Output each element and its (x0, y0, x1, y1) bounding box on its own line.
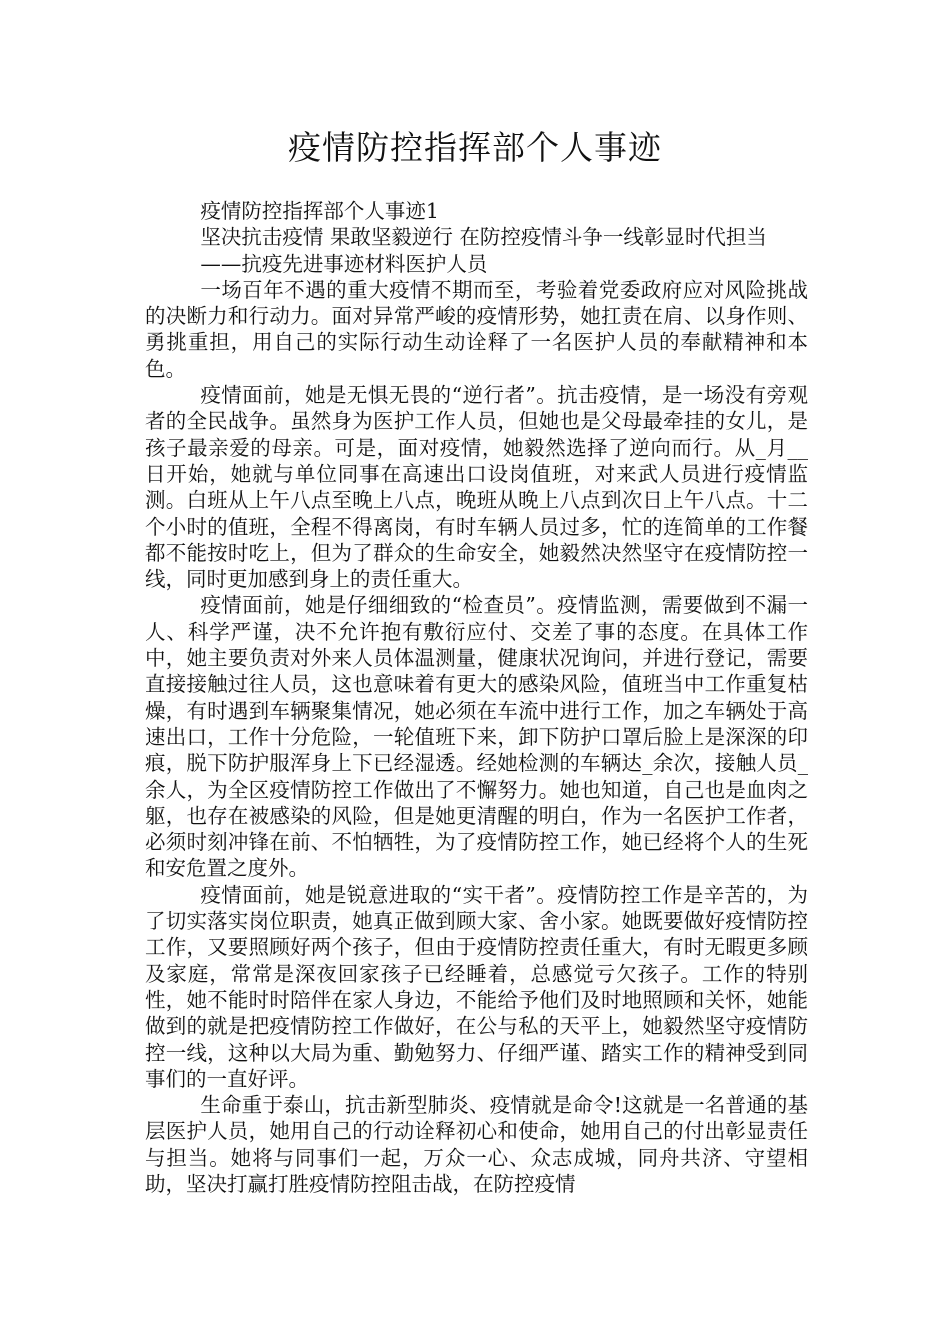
body-paragraph: 疫情面前，她是仔细细致的“检查员”。疫情监测，需要做到不漏一人、科学严谨，决不允许抱有敷衍应付、交差了事的态度。在具体工作中，她主要负责对外来人员体温测量，健康状况询问，并进行登记，需要直接接触过往人员，这也意味着有更大的感染风险，值班当中工作重复枯燥，有时遇到车辆聚集情况，她必须在车流中进行工作，加之车辆处于高速出口，工作十分危险，一轮值班下来，卸下防护口罩后脸上是深深的印痕，脱下防护服浑身上下已经湿透。经她检测的车辆达_余次，接触人员_余人，为全区疫情防控工作做出了不懈努力。她也知道，自己也是血肉之躯，也存在被感染的风险，但是她更清醒的明白，作为一名医护工作者，必须时刻冲锋在前、不怕牺牲，为了疫情防控工作，她已经将个人的生死和安危置之度外。 (145, 593, 808, 881)
headline-paragraph: 坚决抗击疫情 果敢坚毅逆行 在防控疫情斗争一线彰显时代担当 (200, 225, 767, 250)
subtitle-paragraph: 疫情防控指挥部个人事迹1 (200, 199, 439, 223)
document-title: 疫情防控指挥部个人事迹 (288, 128, 662, 167)
body-paragraph: 疫情面前，她是无惧无畏的“逆行者”。抗击疫情，是一场没有旁观者的全民战争。虽然身为医护工作人员，但她也是父母最牵挂的女儿，是孩子最亲爱的母亲。可是，面对疫情，她毅然选择了逆向而行。从_月__日开始，她就与单位同事在高速出口设岗值班，对来武人员进行疫情监测。白班从上午八点至晚上八点，晚班从晚上八点到次日上午八点。十二个小时的值班，全程不得离岗，有时车辆人员过多，忙的连简单的工作餐都不能按时吃上，但为了群众的生命安全，她毅然决然坚守在疫情防控一线，同时更加感到身上的责任重大。 (145, 383, 808, 592)
body-paragraph: 生命重于泰山，抗击新型肺炎、疫情就是命令!这就是一名普通的基层医护人员，她用自己的行动诠释初心和使命，她用自己的付出彰显责任与担当。她将与同事们一起，万众一心、众志成城，同舟共济、守望相助，坚决打赢打胜疫情防控阻击战，在防控疫情 (145, 1093, 808, 1196)
body-paragraph: 疫情面前，她是锐意进取的“实干者”。疫情防控工作是辛苦的，为了切实落实岗位职责，她真正做到顾大家、舍小家。她既要做好疫情防控工作，又要照顾好两个孩子，但由于疫情防控责任重大，有时无暇更多顾及家庭，常常是深夜回家孩子已经睡着，总感觉亏欠孩子。工作的特别性，她不能时时陪伴在家人身边，不能给予他们及时地照顾和关怀，她能做到的就是把疫情防控工作做好，在公与私的天平上，她毅然坚守疫情防控一线，这种以大局为重、勤勉努力、仔细严谨、踏实工作的精神受到同事们的一直好评。 (145, 882, 808, 1091)
byline-paragraph: ——抗疫先进事迹材料医护人员 (200, 251, 488, 276)
body-paragraph: 一场百年不遇的重大疫情不期而至，考验着党委政府应对风险挑战的决断力和行动力。面对异常严峻的疫情形势，她扛责在肩、以身作则、勇挑重担，用自己的实际行动生动诠释了一名医护人员的奉献精神和本色。 (145, 277, 808, 381)
document-body (145, 198, 808, 1197)
